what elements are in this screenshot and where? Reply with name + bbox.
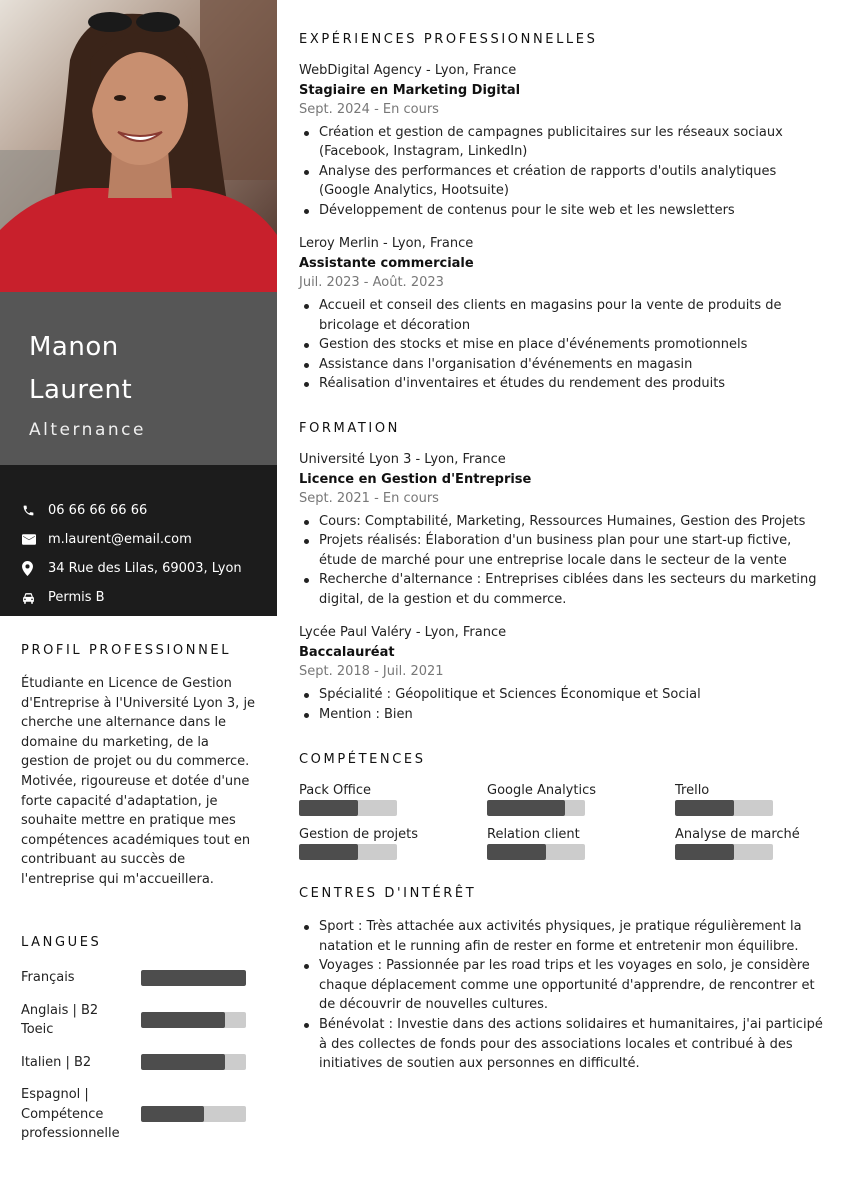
language-label: Italien | B2 (21, 1054, 92, 1070)
address-text: 34 Rue des Lilas, 69003, Lyon (48, 561, 242, 576)
entry-bullets (299, 296, 829, 394)
skills-grid (299, 782, 829, 860)
name-block (0, 292, 277, 465)
entry-organization: Lycée Paul Valéry - Lyon, France (299, 625, 507, 641)
language-row (21, 1053, 246, 1073)
first-name: Manon (29, 332, 119, 362)
skill-label: Gestion de projets (299, 827, 419, 842)
entry-date: Juil. 2023 - Août. 2023 (299, 275, 444, 291)
language-level-bar (141, 1106, 246, 1122)
experiences-title: EXPÉRIENCES PROFESSIONNELLES (299, 32, 598, 47)
formation-title: FORMATION (299, 421, 400, 436)
entry-date: Sept. 2024 - En cours (299, 102, 439, 117)
skill-level-bar (675, 800, 773, 816)
formation-entry (299, 450, 829, 609)
skill-label: Trello (675, 783, 710, 798)
interets-list (299, 917, 829, 1074)
entry-bullets (299, 512, 829, 610)
formation-list (299, 450, 829, 724)
experiences-section (299, 32, 829, 394)
experiences-entry (299, 61, 829, 220)
profile-photo (0, 0, 277, 292)
contact-phone (22, 496, 277, 525)
last-name: Laurent (29, 375, 133, 405)
formation-entry (299, 623, 829, 724)
bullet-item: Création et gestion de campagnes publicitaires sur les réseaux sociaux (Facebook, Instagram, LinkedIn) (299, 123, 829, 162)
bullet-item: Spécialité : Géopolitique et Sciences Économique et Social (299, 685, 829, 705)
skill-level-fill (675, 844, 734, 860)
skill-item (487, 826, 675, 860)
entry-role: Stagiaire en Marketing Digital (299, 82, 521, 98)
language-level-bar (141, 1012, 246, 1028)
skill-item (299, 782, 487, 816)
language-level-bar (141, 970, 246, 986)
language-row (21, 1085, 246, 1144)
skill-label: Analyse de marché (675, 827, 800, 842)
skill-level-fill (487, 800, 565, 816)
skill-item (675, 826, 829, 860)
entry-role: Assistante commerciale (299, 255, 474, 271)
skill-item (299, 826, 487, 860)
entry-organization: WebDigital Agency - Lyon, France (299, 63, 517, 78)
bullet-item: Projets réalisés: Élaboration d'un business plan pour une start-up fictive, étude de marché pour une entreprise locale dans le secteur de la vente (299, 531, 829, 570)
skill-label: Pack Office (299, 783, 371, 798)
interest-item: Sport : Très attachée aux activités physiques, je pratique régulièrement la natation et le running afin de rester en forme et entretenir mon équilibre. (299, 917, 829, 956)
interest-item: Bénévolat : Investie dans des actions solidaires et humanitaires, j'ai participé à des collectes de fonds pour des associations locales et contribué à des initiatives de soutien aux personnes en difficulté. (299, 1015, 829, 1074)
skill-level-bar (487, 844, 585, 860)
contact-email (22, 525, 277, 554)
entry-role: Licence en Gestion d'Entreprise (299, 471, 532, 487)
contact-block (0, 465, 277, 616)
bullet-item: Cours: Comptabilité, Marketing, Ressources Humaines, Gestion des Projets (299, 512, 829, 532)
email-text[interactable]: m.laurent@email.com (48, 532, 192, 547)
experience-list (299, 61, 829, 394)
competences-section (299, 752, 829, 860)
entry-organization: Université Lyon 3 - Lyon, France (299, 452, 506, 467)
skill-level-fill (299, 800, 358, 816)
skill-level-bar (675, 844, 773, 860)
skill-level-fill (299, 844, 358, 860)
left-column (0, 0, 277, 1200)
email-icon (22, 534, 48, 545)
skill-level-bar (487, 800, 585, 816)
entry-organization: Leroy Merlin - Lyon, France (299, 236, 474, 252)
bullet-item: Gestion des stocks et mise en place d'événements promotionnels (299, 335, 829, 355)
competences-title: COMPÉTENCES (299, 752, 426, 767)
langues-section (21, 935, 246, 1157)
entry-role: Baccalauréat (299, 644, 395, 660)
bullet-item: Analyse des performances et création de rapports d'outils analytiques (Google Analytics, Hootsuite) (299, 162, 829, 201)
language-label: Anglais | B2 Toeic (21, 1002, 99, 1037)
phone-text[interactable]: 06 66 66 66 66 (48, 503, 148, 518)
entry-date: Sept. 2018 - Juil. 2021 (299, 664, 444, 680)
bullet-item: Assistance dans l'organisation d'événements en magasin (299, 355, 829, 375)
language-label: Espagnol | Compétence professionnelle (21, 1087, 120, 1141)
profil-title: PROFIL PROFESSIONNEL (21, 643, 232, 658)
bullet-item: Développement de contenus pour le site web et les newsletters (299, 201, 829, 221)
language-level-fill (141, 1106, 204, 1122)
job-subtitle: Alternance (29, 420, 146, 440)
skill-label: Google Analytics (487, 783, 597, 798)
skill-item (675, 782, 829, 816)
profil-section (21, 643, 256, 890)
language-row (21, 968, 246, 988)
bullet-item: Accueil et conseil des clients en magasins pour la vente de produits de bricolage et décoration (299, 296, 829, 335)
skill-label: Relation client (487, 827, 580, 842)
skill-level-fill (675, 800, 734, 816)
license-text: Permis B (48, 590, 105, 605)
langues-title: LANGUES (21, 935, 102, 950)
profil-text: Étudiante en Licence de Gestion d'Entreprise à l'Université Lyon 3, je cherche une alternance dans le domaine du marketing, de la gestion de projet ou du commerce. Motivée, rigoureuse et dotée d'une forte capacité d'adaptation, je souhaite mettre en pratique mes compétences académiques tout en contribuant au succès de l'entreprise qui m'accueillera. (21, 676, 256, 887)
interets-section (299, 886, 829, 1074)
contact-address (22, 554, 277, 583)
interets-title: CENTRES D'INTÉRÊT (299, 886, 477, 901)
skill-level-fill (487, 844, 546, 860)
formation-section (299, 421, 829, 724)
entry-bullets (299, 685, 829, 724)
language-level-fill (141, 1054, 225, 1070)
language-level-fill (141, 970, 246, 986)
skill-item (487, 782, 675, 816)
entry-date: Sept. 2021 - En cours (299, 491, 439, 506)
phone-icon (22, 504, 48, 517)
language-row (21, 1001, 246, 1040)
language-level-fill (141, 1012, 225, 1028)
contact-license (22, 583, 277, 612)
skill-level-bar (299, 800, 397, 816)
language-list (21, 968, 246, 1144)
skill-level-bar (299, 844, 397, 860)
location-pin-icon (22, 561, 48, 576)
interest-item: Voyages : Passionnée par les road trips et les voyages en solo, je considère chaque déplacement comme une opportunité d'apprendre, de rencontrer et de découvrir de nouvelles cultures. (299, 956, 829, 1015)
bullet-item: Réalisation d'inventaires et études du rendement des produits (299, 374, 829, 394)
bullet-item: Mention : Bien (299, 705, 829, 725)
car-icon (22, 592, 48, 604)
language-level-bar (141, 1054, 246, 1070)
language-label: Français (21, 970, 75, 985)
bullet-item: Recherche d'alternance : Entreprises ciblées dans les secteurs du marketing digital, de la gestion et du commerce. (299, 570, 829, 609)
entry-bullets (299, 123, 829, 221)
experiences-entry (299, 234, 829, 393)
